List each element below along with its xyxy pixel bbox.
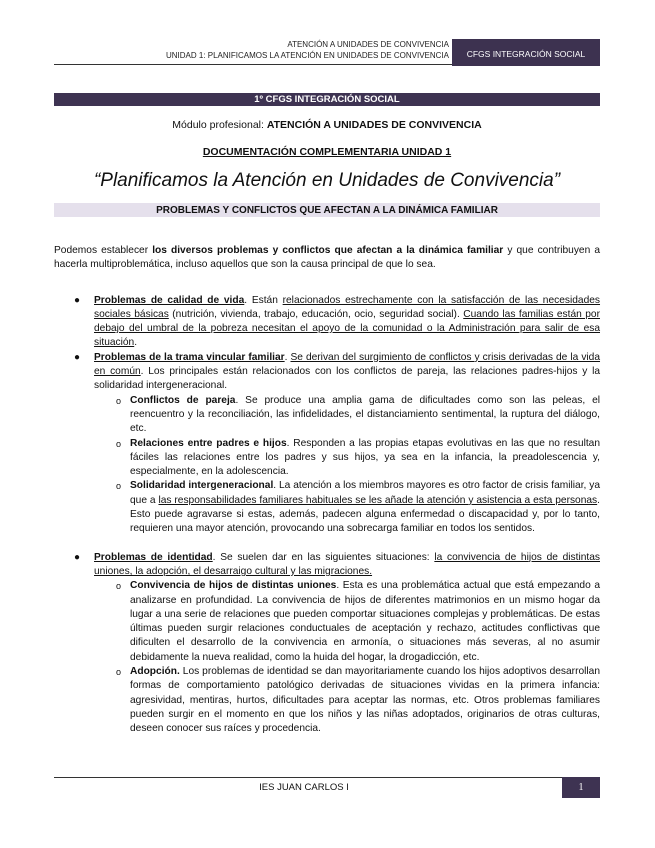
document-body — [54, 244, 600, 737]
module-value: ATENCIÓN A UNIDADES DE CONVIVENCIA — [266, 119, 482, 131]
intro-emphasis: los diversos problemas y conflictos que afectan a la dinámica familiar — [152, 245, 504, 256]
item-text: . Están — [244, 294, 283, 306]
page-number: 1 — [562, 777, 600, 798]
item-text: . — [284, 351, 291, 363]
subitem-title: Solidaridad intergeneracional — [130, 480, 274, 492]
page-title: “Planificamos la Atención en Unidades de Convivencia” — [93, 170, 561, 191]
item-underlined: Cuando las familias están por debajo del umbral de la pobreza necesitan el apoyo de la comunidad o la Administración para salir de esa situación — [94, 308, 600, 349]
item-underlined: la convivencia de hijos de distintas uniones, la adopción, el desarraigo cultural y las migraciones. — [94, 551, 600, 577]
sublist-item-adopcion — [94, 665, 600, 736]
sublist-identidad — [94, 579, 600, 736]
circle-bullet-icon: o — [116, 481, 122, 492]
sublist-item-convivencia-hijos — [94, 579, 600, 665]
circle-bullet-icon: o — [116, 581, 122, 592]
bullet-icon: ● — [74, 551, 81, 563]
footer-school: IES JUAN CARLOS I — [259, 782, 349, 793]
page-header — [54, 39, 600, 65]
document-title: DOCUMENTACIÓN COMPLEMENTARIA UNIDAD 1 — [202, 146, 452, 158]
header-divider — [54, 64, 452, 65]
subitem-title: Relaciones entre padres e hijos — [130, 437, 287, 449]
sublist-item-padres-hijos — [94, 437, 600, 480]
list-item-trama-vincular — [54, 351, 600, 537]
circle-bullet-icon: o — [116, 667, 122, 678]
subitem-text: . Responden a las propias etapas evolutivas en las que no resultan fáciles las relaciones entre los padres y sus hijos, ya sea en la infancia, la preadolescencia y, especialmente, en la adolescencia. — [130, 437, 600, 478]
sublist-trama — [94, 394, 600, 537]
subitem-text: Los problemas de identidad se dan mayoritariamente cuando los hijos adoptivos desarrollan formas de comportamiento patológico derivadas de situaciones vividas en la primera infancia: agresividad, mentiras, hurtos, dificultades para aceptar las normas, etc. Otros problemas familiares pueden surgir en el momento en que los niños y las niñas adoptados, originarios de otras culturas, deseen conocer sus raíces y procedencia. — [130, 666, 600, 735]
subitem-text: . Se produce una amplia gama de dificultades como son las peleas, el reencuentro y la reconciliación, las infidelidades, el distanciamiento sentimental, la ruptura del diálogo, etc. — [130, 394, 600, 435]
section-heading: PROBLEMAS Y CONFLICTOS QUE AFECTAN A LA DINÁMICA FAMILIAR — [54, 203, 600, 217]
bullet-icon: ● — [74, 351, 81, 363]
problems-list — [54, 294, 600, 737]
circle-bullet-icon: o — [116, 395, 122, 406]
subitem-underlined: las responsabilidades familiares habituales se les añade la atención y asistencia a esta personas — [158, 494, 598, 506]
intro-paragraph — [54, 244, 600, 273]
module-line — [54, 119, 600, 131]
intro-text-a: Podemos establecer — [54, 245, 153, 256]
subitem-title: Adopción. — [130, 666, 180, 678]
bullet-icon: ● — [74, 294, 81, 306]
subitem-title: Conflictos de pareja — [130, 394, 236, 406]
header-unit-title: UNIDAD 1: PLANIFICAMOS LA ATENCIÓN EN UNIDADES DE CONVIVENCIA — [165, 51, 449, 60]
item-text: (nutrición, vivienda, trabajo, educación, ocio, seguridad social). — [168, 308, 464, 320]
module-label: Módulo profesional: — [172, 119, 264, 131]
item-title: Problemas de identidad — [94, 551, 213, 563]
header-course-title: ATENCIÓN A UNIDADES DE CONVIVENCIA — [287, 40, 449, 49]
subitem-text: . Esto puede agravarse si estas, además, padecen alguna enfermedad o discapacidad y, por lo tanto, requieren una mayor atención, provocando una sobrecarga familiar en todos los sentidos. — [130, 494, 600, 535]
course-banner: 1º CFGS INTEGRACIÓN SOCIAL — [54, 93, 600, 106]
subitem-text: . La atención a los miembros mayores es otro factor de crisis familiar, ya que a — [130, 480, 600, 506]
circle-bullet-icon: o — [116, 438, 122, 449]
item-text: . Los principales están relacionados con los conflictos de pareja, las relaciones padres-hijos y la solidaridad intergeneracional. — [94, 366, 600, 392]
sublist-item-conflictos-pareja — [94, 394, 600, 437]
list-item-calidad-vida — [54, 294, 600, 351]
item-text: . — [134, 337, 138, 349]
item-text: . Se suelen dar en las siguientes situaciones: — [212, 551, 435, 563]
subitem-title: Convivencia de hijos de distintas uniones — [130, 580, 337, 592]
sublist-item-solidaridad — [94, 479, 600, 536]
subitem-text: . Esta es una problemática actual que está empezando a analizarse en profundidad. La convivencia de hijos de diferentes matrimonios en un mismo hogar da lugar a una serie de relaciones que pueden comportar situaciones complejas y problemáticas. De estas últimas pueden surgir relaciones conductuales de aceptación y rechazo, actitudes conflictivas que dificulten el desarrollo de la convivencia en armonía, o situaciones más severas, al no asumir debidamente la nueva realidad, como la huida del hogar, la drogadicción, etc. — [130, 580, 600, 663]
item-title: Problemas de la trama vincular familiar — [94, 351, 285, 363]
item-underlined: relacionados estrechamente con la satisfacción de las necesidades sociales básicas — [94, 294, 601, 320]
intro-text-c: y que contribuyen a hacerla multiproblemática, incluso aquellos que son la causa principal de que lo sea. — [54, 245, 601, 271]
header-titles — [54, 39, 449, 61]
item-title: Problemas de calidad de vida — [94, 294, 245, 306]
item-underlined: Se derivan del surgimiento de conflictos y crisis derivadas de la vida en común — [94, 351, 601, 378]
footer-divider — [54, 777, 600, 778]
list-item-identidad — [54, 551, 600, 737]
header-course-tag: CFGS INTEGRACIÓN SOCIAL — [452, 39, 600, 66]
